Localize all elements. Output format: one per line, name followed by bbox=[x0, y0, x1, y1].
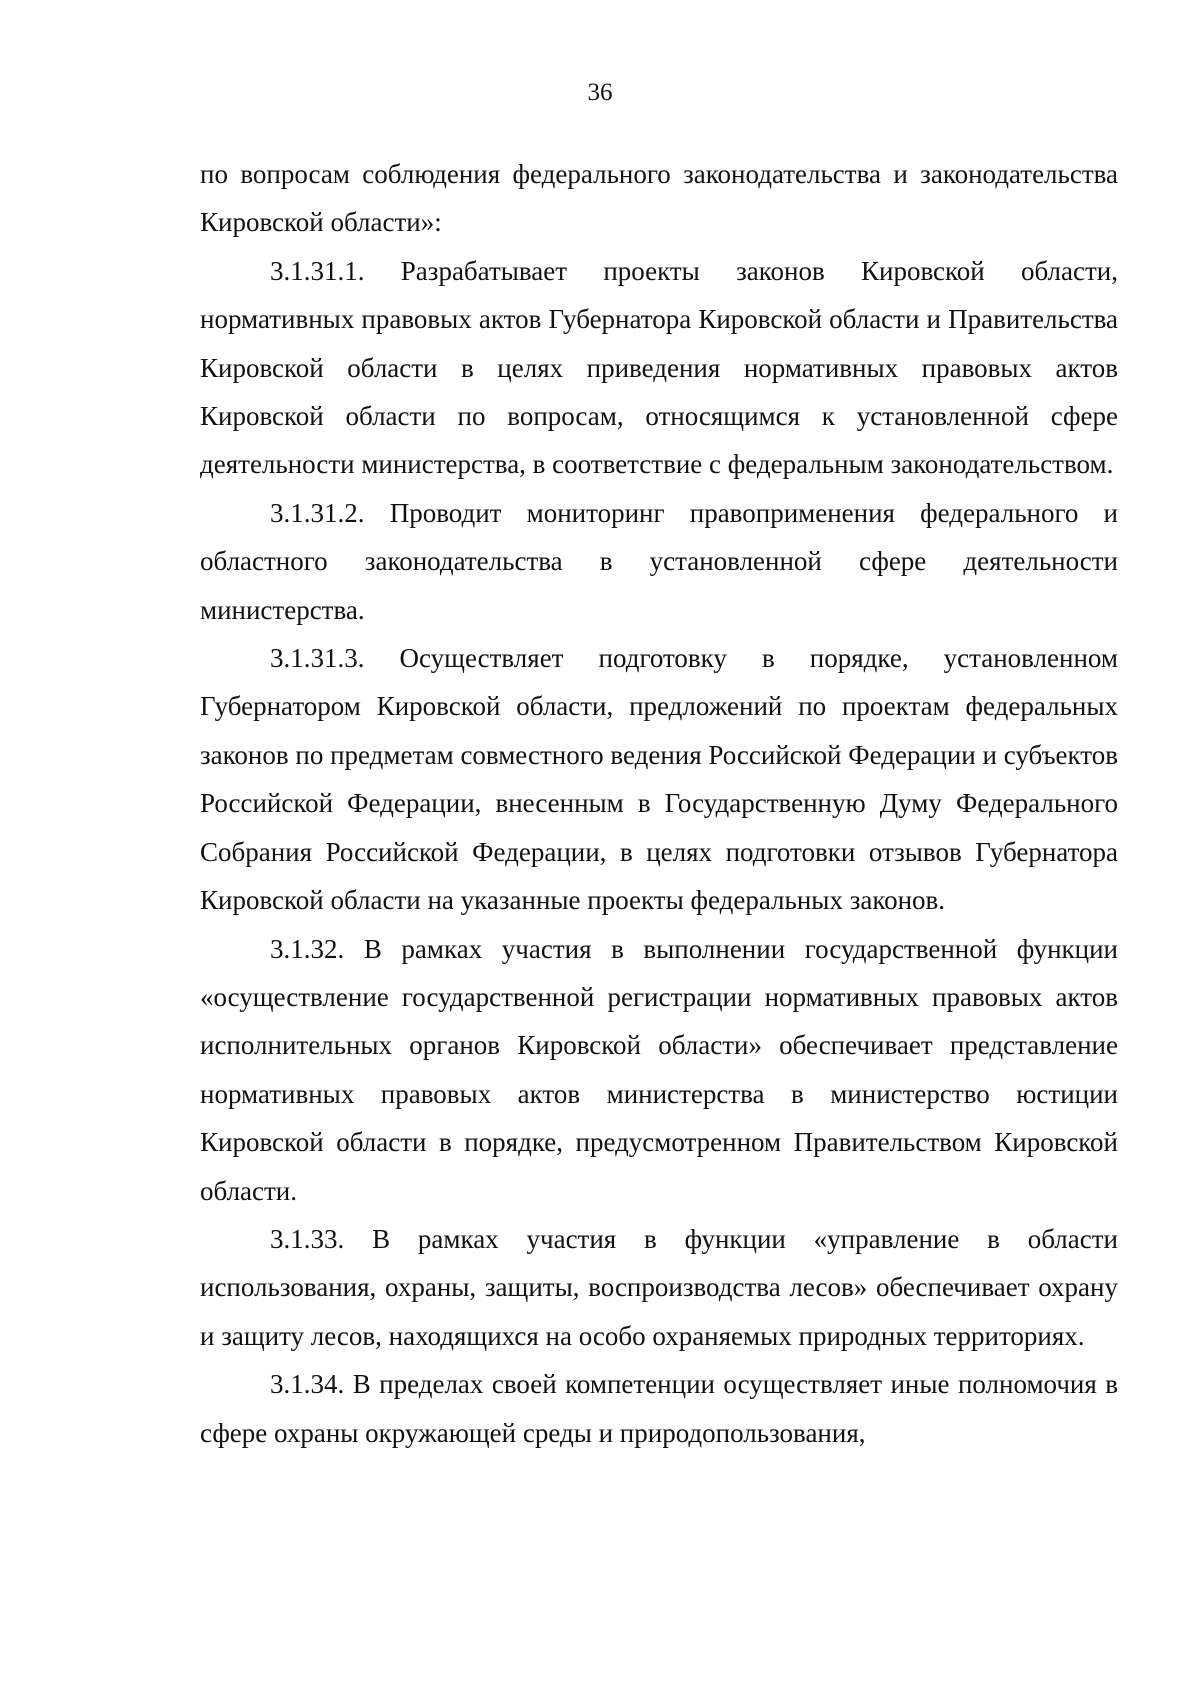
paragraph-3-1-34: 3.1.34. В пределах своей компетенции осуществляет иные полномочия в сфере охраны окружающей среды и природопользования, bbox=[200, 1369, 1118, 1448]
paragraph-3-1-31-1: 3.1.31.1. Разрабатывает проекты законов Кировской области, нормативных правовых актов Губернатора Кировской области и Правительства Кировской области в целях приведения нормативных правовых актов Кировской области по вопросам, относящимся к установленной сфере деятельности министерства, в соответствие с федеральным законодательством. bbox=[200, 255, 1118, 480]
body-text bbox=[200, 150, 1118, 1457]
paragraph-3-1-31-2: 3.1.31.2. Проводит мониторинг правоприменения федерального и областного законодательства в установленной сфере деятельности министерства. bbox=[200, 497, 1118, 625]
paragraph-3-1-32: 3.1.32. В рамках участия в выполнении государственной функции «осуществление государственной регистрации нормативных правовых актов исполнительных органов Кировской области» обеспечивает представление нормативных правовых актов министерства в министерство юстиции Кировской области в порядке, предусмотренном Правительством Кировской области. bbox=[200, 933, 1118, 1206]
paragraph-continuation: по вопросам соблюдения федерального законодательства и законодательства Кировской области»: bbox=[200, 159, 1118, 238]
page-number: 36 bbox=[587, 79, 613, 106]
paragraph-3-1-33: 3.1.33. В рамках участия в функции «управление в области использования, охраны, защиты, воспроизводства лесов» обеспечивает охрану и защиту лесов, находящихся на особо охраняемых природных территориях. bbox=[200, 1223, 1118, 1351]
paragraph-3-1-31-3: 3.1.31.3. Осуществляет подготовку в порядке, установленном Губернатором Кировской области, предложений по проектам федеральных законов по предметам совместного ведения Российской Федерации и субъектов Российской Федерации, внесенным в Государственную Думу Федерального Собрания Российской Федерации, в целях подготовки отзывов Губернатора Кировской области на указанные проекты федеральных законов. bbox=[200, 643, 1118, 916]
